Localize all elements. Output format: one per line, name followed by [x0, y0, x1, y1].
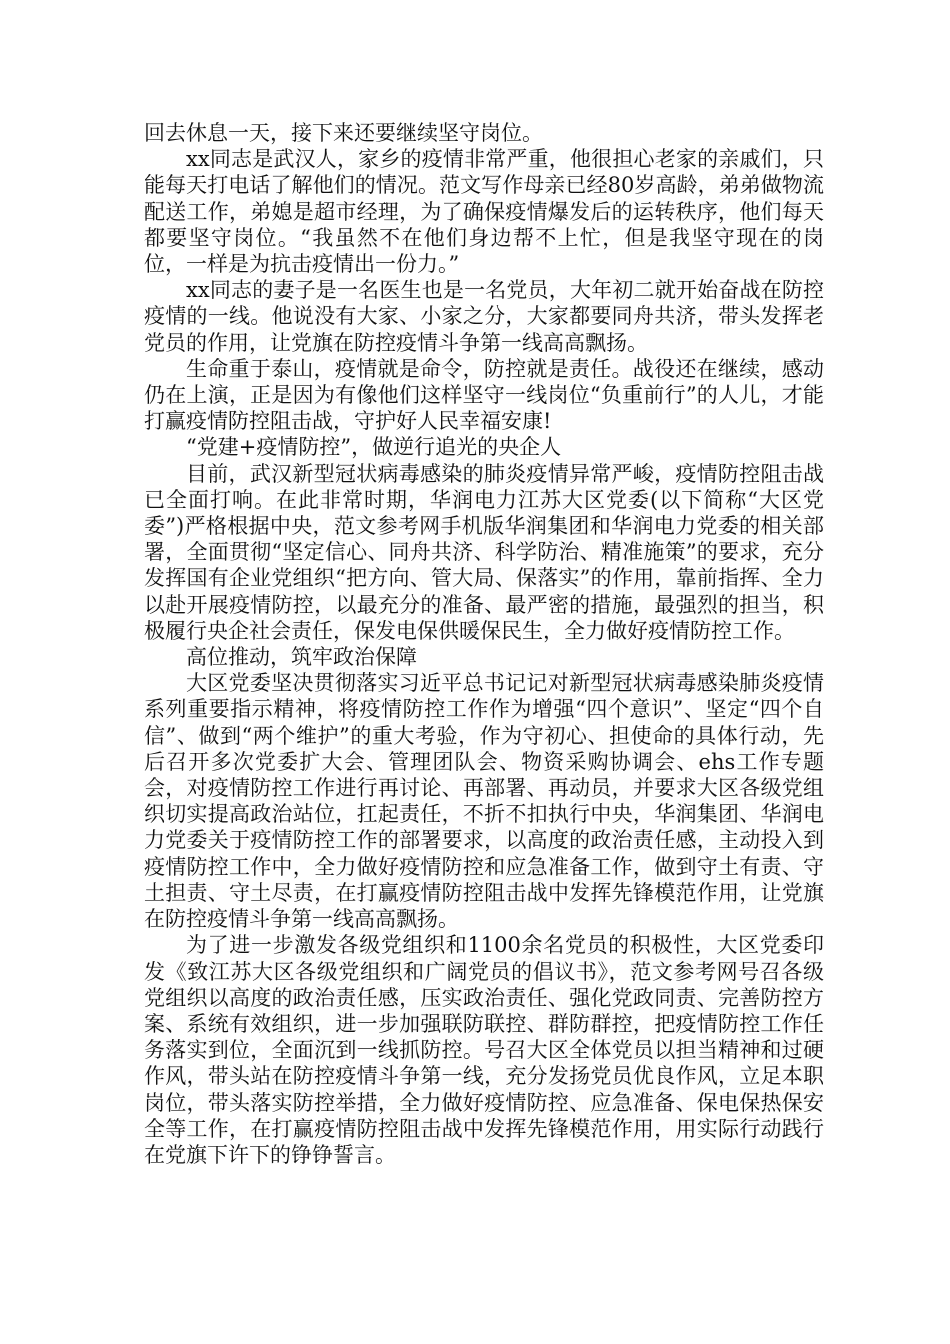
paragraph: 生命重于泰山，疫情就是命令，防控就是责任。战役还在继续，感动仍在上演，正是因为有像他们这样坚守一线岗位“负重前行”的人儿，才能打赢疫情防控阻击战，守护好人民幸福安康!: [144, 356, 824, 434]
paragraph: 目前，武汉新型冠状病毒感染的肺炎疫情异常严峻，疫情防控阻击战已全面打响。在此非常时期，华润电力江苏大区党委(以下简称“大区党委”)严格根据中央，范文参考网手机版华润集团和华润电力党委的相关部署，全面贯彻“坚定信心、同舟共济、科学防治、精准施策”的要求，充分发挥国有企业党组织“把方向、管大局、保落实”的作用，靠前指挥、全力以赴开展疫情防控，以最充分的准备、最严密的措施，最强烈的担当，积极履行央企社会责任，保发电保供暖保民生，全力做好疫情防控工作。: [144, 461, 824, 643]
paragraph: xx同志的妻子是一名医生也是一名党员，大年初二就开始奋战在防控疫情的一线。他说没有大家、小家之分，大家都要同舟共济，带头发挥老党员的作用，让党旗在防控疫情斗争第一线高高飘扬。: [144, 278, 824, 355]
paragraph: 为了进一步激发各级党组织和1100余名党员的积极性，大区党委印发《致江苏大区各级党组织和广阔党员的倡议书》，范文参考网号召各级党组织以高度的政治责任感，压实政治责任、强化党政同责、完善防控方案、系统有效组织，进一步加强联防联控、群防群控，把疫情防控工作任务落实到位，全面沉到一线抓防控。号召大区全体党员以担当精神和过硬作风，带头站在防控疫情斗争第一线，充分发扬党员优良作风，立足本职岗位，带头落实防控举措，全力做好疫情防控、应急准备、保电保热保安全等工作，在打赢疫情防控阻击战中发挥先锋模范作用，用实际行动践行在党旗下许下的铮铮誓言。: [144, 933, 824, 1167]
paragraph: 大区党委坚决贯彻落实习近平总书记记对新型冠状病毒感染肺炎疫情系列重要指示精神，将疫情防控工作作为增强“四个意识”、坚定“四个自信”、做到“两个维护”的重大考验，作为守初心、担使命的具体行动，先后召开多次党委扩大会、管理团队会、物资采购协调会、ehs工作专题会，对疫情防控工作进行再讨论、再部署、再动员，并要求大区各级党组织切实提高政治站位，扛起责任，不折不扣执行中央，华润集团、华润电力党委关于疫情防控工作的部署要求，以高度的政治责任感，主动投入到疫情防控工作中，全力做好疫情防控和应急准备工作，做到守土有责、守土担责、守土尽责，在打赢疫情防控阻击战中发挥先锋模范作用，让党旗在防控疫情斗争第一线高高飘扬。: [144, 671, 824, 932]
paragraph: xx同志是武汉人，家乡的疫情非常严重，他很担心老家的亲戚们，只能每天打电话了解他们的情况。范文写作母亲已经80岁高龄，弟弟做物流配送工作，弟媳是超市经理，为了确保疫情爆发后的运转秩序，他们每天都要坚守岗位。“我虽然不在他们身边帮不上忙，但是我坚守现在的岗位，一样是为抗击疫情出一份力。”: [144, 147, 824, 277]
document-body: [144, 120, 824, 1168]
section-heading: “党建+疫情防控”，做逆行追光的央企人: [186, 435, 562, 460]
paragraph-continuation: 回去休息一天，接下来还要继续坚守岗位。: [144, 121, 543, 145]
section-heading: 高位推动，筑牢政治保障: [186, 645, 417, 670]
